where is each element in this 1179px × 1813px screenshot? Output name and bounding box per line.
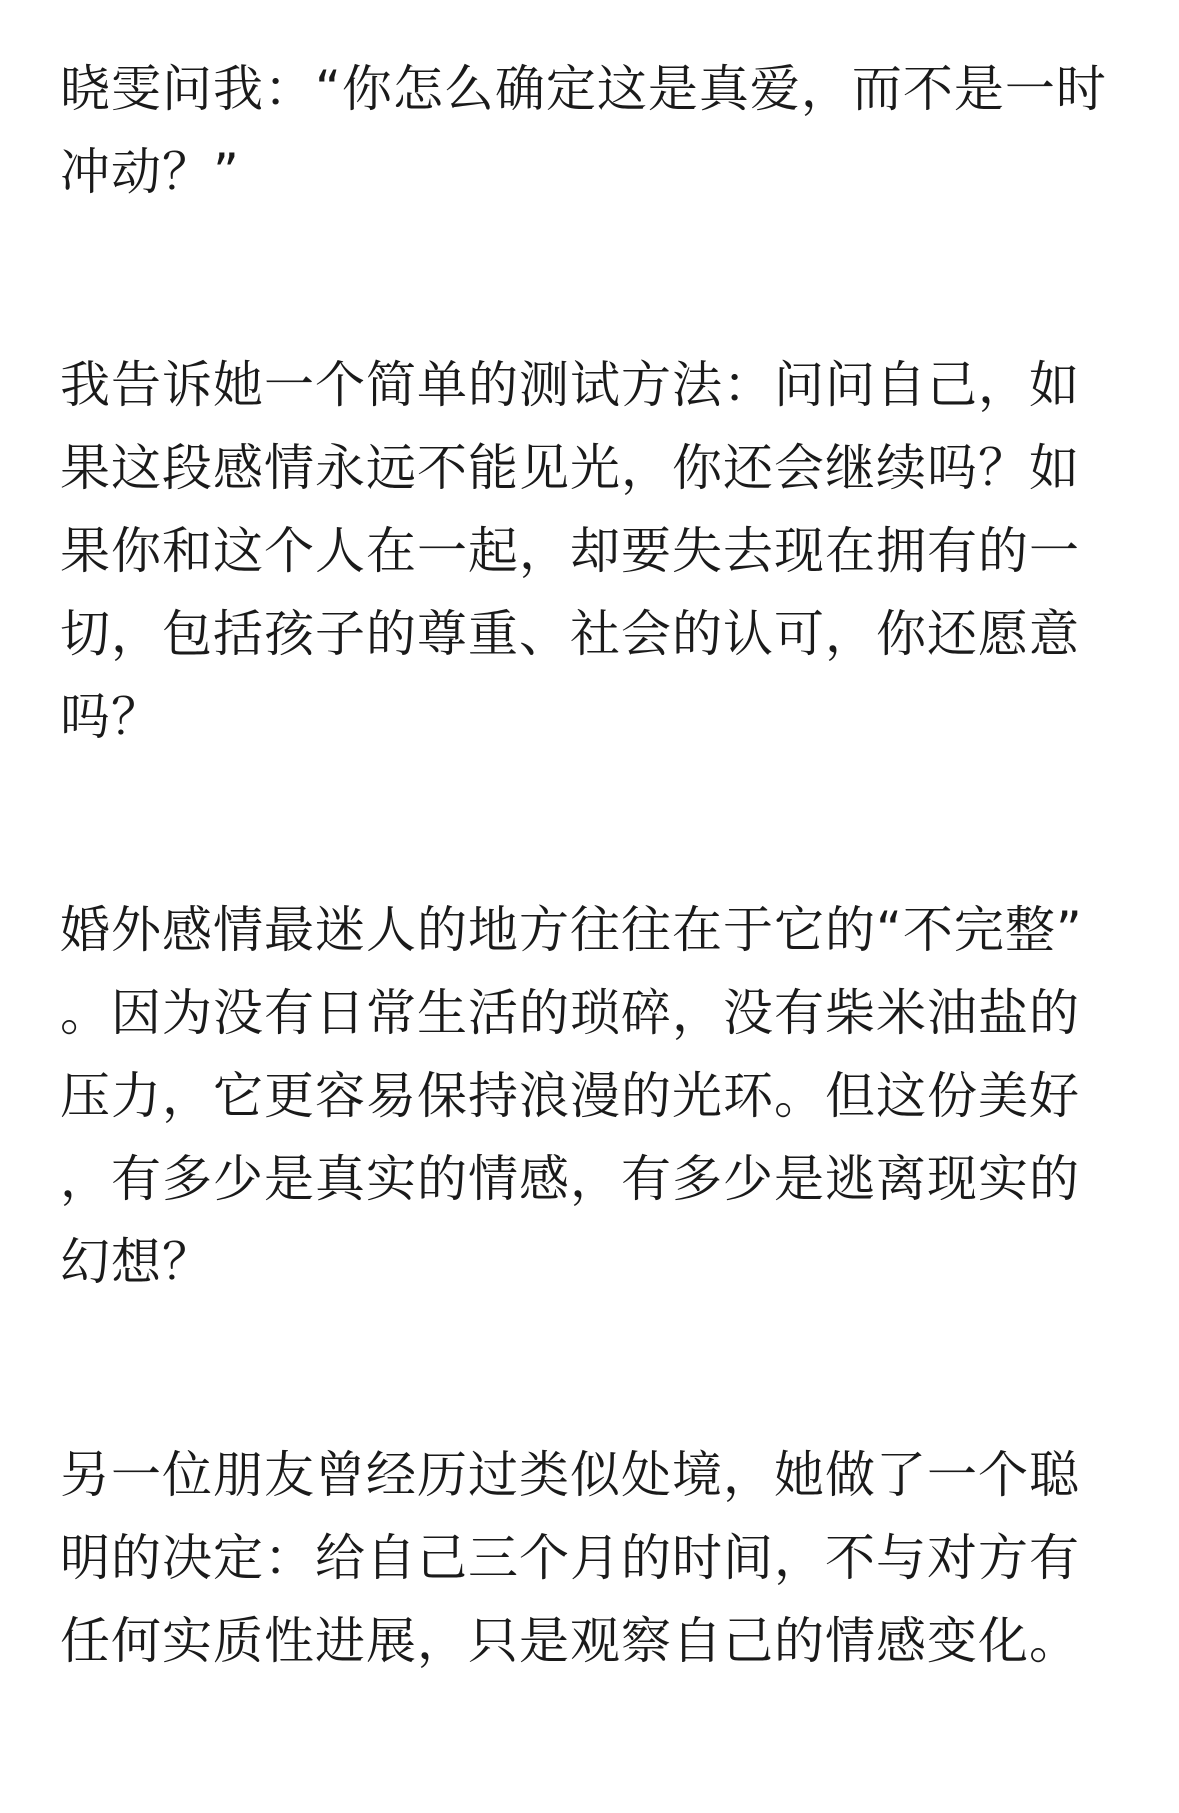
- article-body: [60, 48, 1119, 1813]
- paragraph-1: 晓雯问我：“你怎么确定这是真爱，而不是一时冲动？”: [60, 60, 1107, 201]
- paragraph-3: 婚外感情最迷人的地方往往在于它的“不完整”。因为没有日常生活的琐碎，没有柴米油盐的压力，它更容易保持浪漫的光环。但这份美好，有多少是真实的情感，有多少是逃离现实的幻想？: [60, 901, 1083, 1291]
- paragraph-2: 我告诉她一个简单的测试方法：问问自己，如果这段感情永远不能见光，你还会继续吗？如果你和这个人在一起，却要失去现在拥有的一切，包括孩子的尊重、社会的认可，你还愿意吗？: [60, 356, 1080, 746]
- paragraph-4: 另一位朋友曾经历过类似处境，她做了一个聪明的决定：给自己三个月的时间，不与对方有任何实质性进展，只是观察自己的情感变化。: [60, 1446, 1080, 1670]
